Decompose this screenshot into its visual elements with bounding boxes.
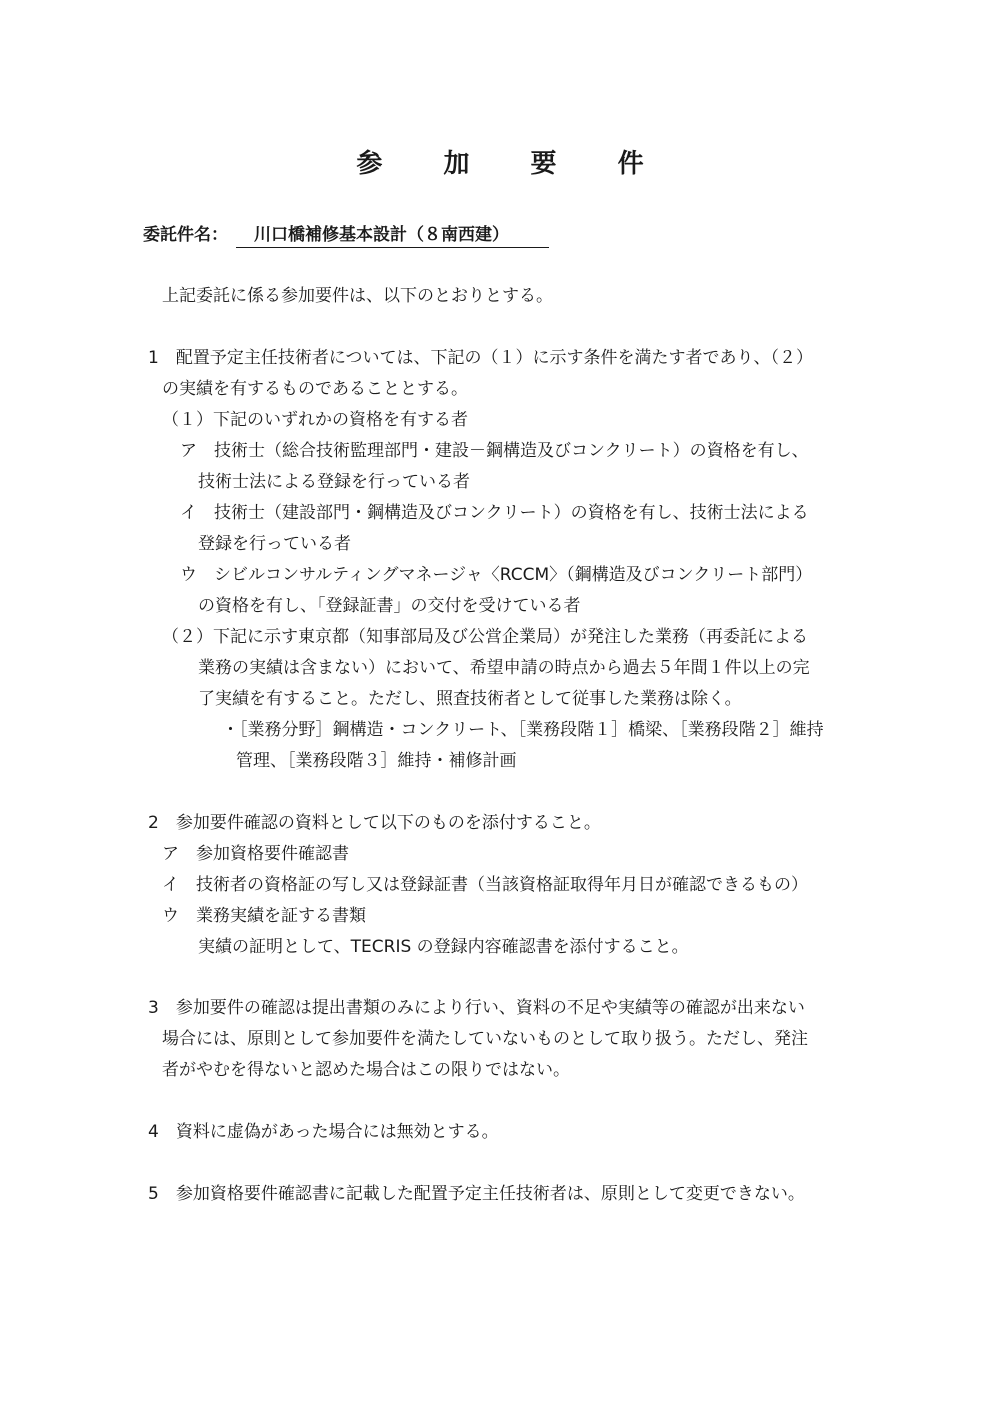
section-1-item-u-line-2: の資格を有し、「登録証書」の交付を受けている者 <box>198 596 581 616</box>
section-2-item-u: ウ 業務実績を証する書類 <box>162 906 366 926</box>
section-1-item-i-line-1: イ 技術士（建設部門・鋼構造及びコンクリート）の資格を有し、技術士法による <box>180 503 809 523</box>
section-1-line-2: の実績を有するものであることとする。 <box>162 379 468 399</box>
section-2-item-i: イ 技術者の資格証の写し又は登録証書（当該資格証取得年月日が確認できるもの） <box>162 875 808 895</box>
section-1-item-a-line-1: ア 技術士（総合技術監理部門・建設－鋼構造及びコンクリート）の資格を有し、 <box>180 441 809 461</box>
project-name: 川口橋補修基本設計（８南西建） <box>236 223 549 248</box>
section-1-bullet-line-2: 管理、［業務段階３］維持・補修計画 <box>236 751 517 771</box>
section-1-sub-2-line-2: 業務の実績は含まない）において、希望申請の時点から過去５年間１件以上の完 <box>198 658 810 678</box>
section-2-item-a: ア 参加資格要件確認書 <box>162 844 349 864</box>
section-1-line-1: 1 配置予定主任技術者については、下記の（１）に示す条件を満たす者であり、（２） <box>148 348 813 368</box>
section-1-sub-2-line-1: （２）下記に示す東京都（知事部局及び公営企業局）が発注した業務（再委託による <box>162 627 808 647</box>
section-3-line-3: 者がやむを得ないと認めた場合はこの限りではない。 <box>162 1060 570 1080</box>
intro-text: 上記委託に係る参加要件は、以下のとおりとする。 <box>162 286 553 306</box>
section-1-sub-1: （１）下記のいずれかの資格を有する者 <box>162 410 468 430</box>
section-2-line-1: 2 参加要件確認の資料として以下のものを添付すること。 <box>148 813 601 833</box>
section-1-item-i-line-2: 登録を行っている者 <box>198 534 351 554</box>
section-4: 4 資料に虚偽があった場合には無効とする。 <box>148 1122 499 1142</box>
section-1-item-a-line-2: 技術士法による登録を行っている者 <box>198 472 470 492</box>
document-title: 参 加 要 件 <box>356 149 670 179</box>
section-1-bullet-line-1: ・［業務分野］鋼構造・コンクリート、［業務段階１］橋梁、［業務段階２］維持 <box>222 720 824 740</box>
section-1-item-u-line-1: ウ シビルコンサルティングマネージャ〈RCCM〉（鋼構造及びコンクリート部門） <box>180 565 813 585</box>
project-label: 委託件名： <box>143 225 228 245</box>
section-5: 5 参加資格要件確認書に記載した配置予定主任技術者は、原則として変更できない。 <box>148 1184 805 1204</box>
section-3-line-2: 場合には、原則として参加要件を満たしていないものとして取り扱う。ただし、発注 <box>162 1029 808 1049</box>
section-2-item-u-detail: 実績の証明として、TECRIS の登録内容確認書を添付すること。 <box>198 937 689 957</box>
section-3-line-1: 3 参加要件の確認は提出書類のみにより行い、資料の不足や実績等の確認が出来ない <box>148 998 805 1018</box>
section-1-sub-2-line-3: 了実績を有すること。ただし、照査技術者として従事した業務は除く。 <box>198 689 742 709</box>
